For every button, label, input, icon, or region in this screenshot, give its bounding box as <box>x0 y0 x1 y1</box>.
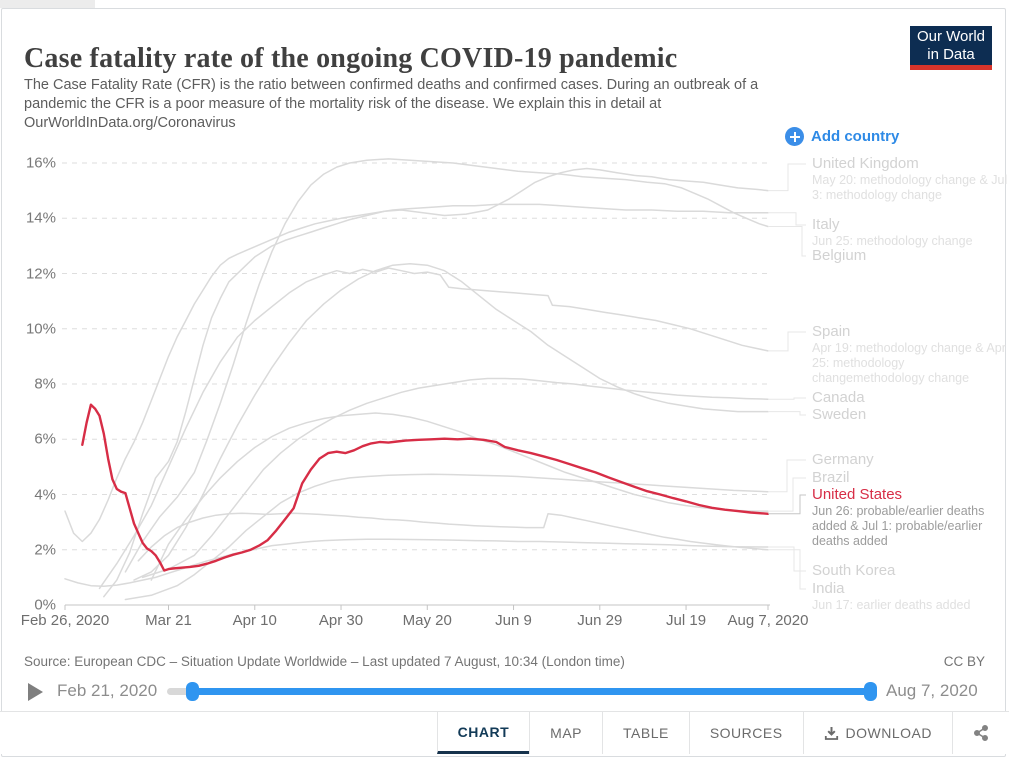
timeline-start-label: Feb 21, 2020 <box>57 681 158 700</box>
add-country-label: Add country <box>811 128 900 145</box>
download-icon <box>824 726 839 741</box>
legend-entry-sweden <box>812 406 1008 423</box>
legend-country-label[interactable]: Belgium <box>812 247 867 264</box>
tab-chart[interactable] <box>437 712 530 754</box>
timeline-control <box>0 676 1009 708</box>
legend-country-annotation: Jun 26: probable/earlier deaths added & Jul 1: probable/earlier deaths added <box>812 504 985 548</box>
owid-logo-line2: in Data <box>927 45 975 63</box>
legend-entry-brazil <box>812 469 1008 486</box>
add-country-button[interactable] <box>785 127 899 146</box>
legend-country-annotation: Apr 19: methodology change & Apr 25: methodology changemethodology change <box>812 341 1006 385</box>
timeline-handle-start[interactable] <box>186 682 199 701</box>
y-axis-label: 10% <box>25 320 56 338</box>
legend-entry-united-kingdom <box>812 155 1008 203</box>
y-axis-label: 16% <box>25 154 56 172</box>
legend-country-label[interactable]: United Kingdom <box>812 155 919 172</box>
legend-country-label[interactable]: Brazil <box>812 469 850 486</box>
owid-logo-red-bar <box>910 65 992 70</box>
x-axis-label: Apr 10 <box>232 612 277 629</box>
y-axis-label: 8% <box>34 375 56 393</box>
timeline-end-label: Aug 7, 2020 <box>886 681 978 700</box>
play-icon[interactable] <box>28 683 43 701</box>
y-axis-label: 4% <box>34 486 56 503</box>
page-background-strip <box>0 0 95 8</box>
legend-country-label[interactable]: United States <box>812 486 903 503</box>
legend-country-label[interactable]: Italy <box>812 216 840 233</box>
x-axis-label: Mar 21 <box>145 612 192 629</box>
tab-map[interactable] <box>529 712 602 754</box>
timeline-slider[interactable] <box>167 688 877 695</box>
legend-country-annotation: Jun 25: methodology change <box>812 234 973 248</box>
legend-entry-italy <box>812 216 1008 249</box>
tab-label: TABLE <box>623 725 669 741</box>
y-axis-label: 6% <box>34 430 56 448</box>
share-icon <box>973 725 989 741</box>
legend-country-label[interactable]: Canada <box>812 389 865 406</box>
legend-entry-canada <box>812 389 1008 406</box>
y-axis-label: 2% <box>34 541 56 559</box>
x-axis-label: Feb 26, 2020 <box>20 612 110 629</box>
legend-entry-south-korea <box>812 562 1008 579</box>
tab-label: CHART <box>457 723 510 740</box>
page-subtitle: The Case Fatality Rate (CFR) is the ratio between confirmed deaths and confirmed cases. During an outbreak of a pandemic the CFR is a poor measure of the mortality risk of the disease. We explain this in detail at OurWorldInData.org/Coronavirus <box>24 76 759 131</box>
x-axis-label: May 20 <box>402 612 452 629</box>
legend-country-label[interactable]: Sweden <box>812 406 867 423</box>
legend-entry-germany <box>812 451 1008 468</box>
tab-download[interactable] <box>803 712 952 754</box>
legend-country-annotation: May 20: methodology change & Jul 3: methodology change <box>812 173 1008 202</box>
tab-label: MAP <box>550 725 582 741</box>
tab-table[interactable] <box>602 712 689 754</box>
y-axis-label: 14% <box>25 209 56 227</box>
x-axis-label: Jun 29 <box>577 612 623 629</box>
legend-country-label[interactable]: Spain <box>812 323 851 340</box>
y-axis-label: 0% <box>34 596 56 614</box>
owid-logo[interactable] <box>910 26 992 70</box>
legend-entry-spain <box>812 323 1008 386</box>
legend-entry-belgium <box>812 247 1008 264</box>
footer-tab-bar <box>0 711 1009 754</box>
tab-label: SOURCES <box>709 725 783 741</box>
share-button[interactable] <box>952 712 1009 754</box>
license-badge[interactable]: CC BY <box>943 654 985 669</box>
source-note: Source: European CDC – Situation Update Worldwide – Last updated 7 August, 10:34 (London time) <box>24 654 625 669</box>
owid-logo-line1: Our World <box>916 27 986 45</box>
legend-entry-india <box>812 580 1008 613</box>
x-axis-label: Aug 7, 2020 <box>727 612 809 629</box>
tab-label: DOWNLOAD <box>845 725 932 741</box>
tab-sources[interactable] <box>689 712 803 754</box>
timeline-slider-fill <box>191 688 877 695</box>
timeline-handle-end[interactable] <box>864 682 877 701</box>
legend-country-label[interactable]: Germany <box>812 451 874 468</box>
owid-logo-box <box>910 26 992 65</box>
x-axis-label: Jul 19 <box>666 612 707 629</box>
x-axis-label: Jun 9 <box>495 612 532 629</box>
x-axis-label: Apr 30 <box>318 612 364 629</box>
legend-country-label[interactable]: India <box>812 580 845 597</box>
plus-icon <box>785 127 804 146</box>
legend-country-annotation: Jun 17: earlier deaths added <box>812 598 971 612</box>
page-title: Case fatality rate of the ongoing COVID-19 pandemic <box>24 42 678 74</box>
legend-country-label[interactable]: South Korea <box>812 562 896 579</box>
legend-entry-united-states <box>812 486 1008 549</box>
y-axis-label: 12% <box>25 265 56 282</box>
